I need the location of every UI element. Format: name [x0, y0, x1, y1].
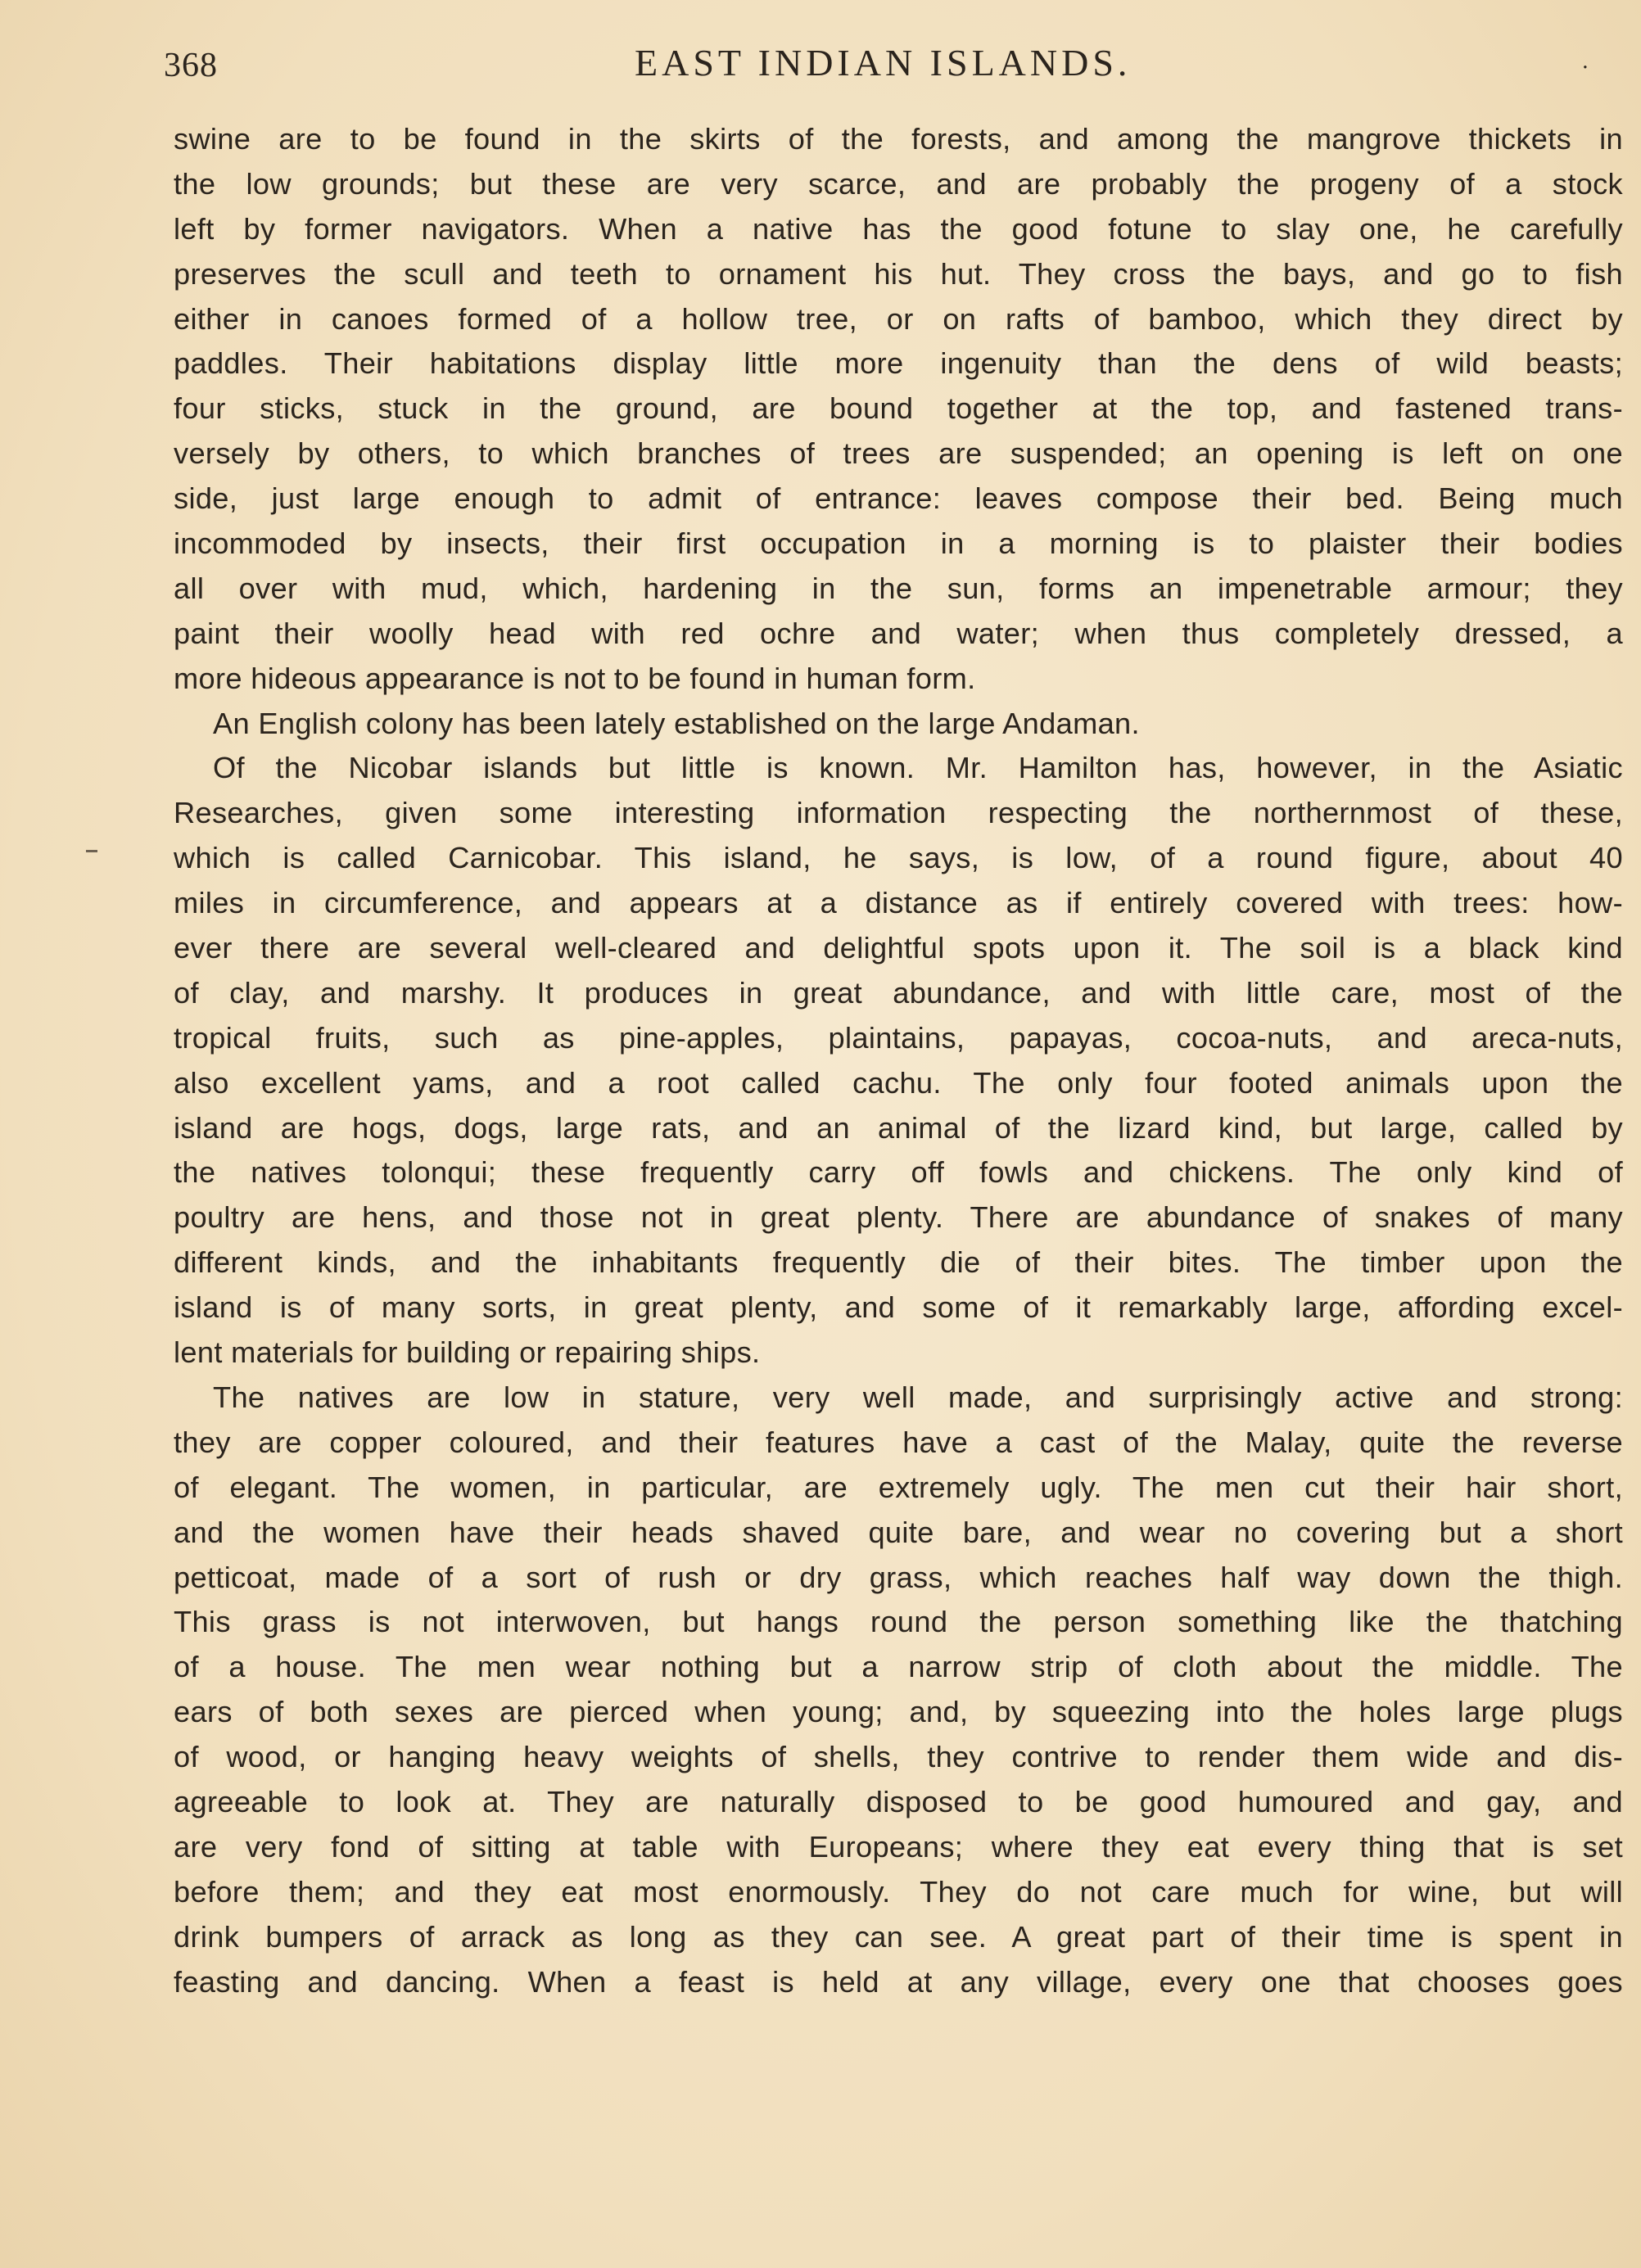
text-line: before them; and they eat most enormously. They do not care much for wine, but will	[174, 1874, 1623, 1909]
paragraph-start-line: Of the Nicobar islands but little is known. Mr. Hamilton has, however, in the Asiatic	[213, 751, 1623, 785]
text-line: of wood, or hanging heavy weights of shells, they contrive to render them wide and dis-	[174, 1740, 1623, 1774]
text-line: are very fond of sitting at table with Europeans; where they eat every thing that is set	[174, 1829, 1623, 1864]
text-line: poultry are hens, and those not in great plenty. There are abundance of snakes of many	[174, 1200, 1623, 1235]
text-line: island are hogs, dogs, large rats, and an animal of the lizard kind, but large, called by	[174, 1110, 1623, 1145]
text-line: paint their woolly head with red ochre and water; when thus completely dressed, a	[174, 616, 1623, 650]
text-line: the natives tolonqui; these frequently carry off fowls and chickens. The only kind of	[174, 1155, 1623, 1190]
text-line: different kinds, and the inhabitants frequently die of their bites. The timber upon the	[174, 1245, 1623, 1280]
text-line: preserves the scull and teeth to ornament his hut. They cross the bays, and go to fish	[174, 256, 1623, 291]
page-header	[164, 41, 1589, 98]
page-number: 368	[164, 47, 218, 84]
text-line: they are copper coloured, and their features have a cast of the Malay, quite the reverse	[174, 1425, 1623, 1459]
text-line: of a house. The men wear nothing but a narrow strip of cloth about the middle. The	[174, 1650, 1623, 1684]
text-line: left by former navigators. When a native has the good fotune to slay one, he carefully	[174, 211, 1623, 246]
text-line: of elegant. The women, in particular, are extremely ugly. The men cut their hair short,	[174, 1470, 1623, 1504]
text-line: of clay, and marshy. It produces in great abundance, and with little care, most of the	[174, 975, 1623, 1010]
text-line: ever there are several well-cleared and delightful spots upon it. The soil is a black kind	[174, 931, 1623, 965]
paragraph-end-line: lent materials for building or repairing ships.	[174, 1335, 761, 1370]
text-line: four sticks, stuck in the ground, are bound together at the top, and fastened trans-	[174, 391, 1623, 426]
text-line: miles in circumference, and appears at a distance as if entirely covered with trees: how-	[174, 886, 1623, 920]
text-line: petticoat, made of a sort of rush or dry grass, which reaches half way down the thigh.	[174, 1560, 1623, 1594]
text-line: side, just large enough to admit of entrance: leaves compose their bed. Being much	[174, 481, 1623, 516]
text-line: incommoded by insects, their first occupation in a morning is to plaister their bodies	[174, 526, 1623, 561]
text-line: agreeable to look at. They are naturally disposed to be good humoured and gay, and	[174, 1784, 1623, 1818]
paragraph-start-line: The natives are low in stature, very well made, and surprisingly active and strong:	[213, 1380, 1623, 1414]
text-line: the low grounds; but these are very scarce, and are probably the progeny of a stock	[174, 166, 1623, 201]
paragraph-end-line: more hideous appearance is not to be found in human form.	[174, 661, 976, 695]
text-line: drink bumpers of arrack as long as they can see. A great part of their time is spent in	[174, 1919, 1623, 1954]
text-line: tropical fruits, such as pine-apples, plaintains, papayas, cocoa-nuts, and areca-nuts,	[174, 1020, 1623, 1055]
text-line: either in canoes formed of a hollow tree, or on rafts of bamboo, which they direct by	[174, 301, 1623, 336]
header-ornament: ·	[1581, 56, 1589, 80]
text-line: versely by others, to which branches of trees are suspended; an opening is left on one	[174, 436, 1623, 471]
margin-mark	[86, 850, 97, 852]
text-line: Researches, given some interesting information respecting the northernmost of these,	[174, 796, 1623, 830]
running-head: EAST INDIAN ISLANDS.	[635, 42, 1132, 84]
text-line: paddles. Their habitations display little more ingenuity than the dens of wild beasts;	[174, 346, 1623, 381]
text-line: all over with mud, which, hardening in the sun, forms an impenetrable armour; they	[174, 571, 1623, 605]
text-line: also excellent yams, and a root called cachu. The only four footed animals upon the	[174, 1065, 1623, 1100]
text-line: and the women have their heads shaved quite bare, and wear no covering but a short	[174, 1515, 1623, 1549]
body-text	[174, 117, 1623, 2004]
text-line: This grass is not interwoven, but hangs round the person something like the thatching	[174, 1605, 1623, 1639]
text-line: island is of many sorts, in great plenty, and some of it remarkably large, affording excel-	[174, 1290, 1623, 1325]
text-line: feasting and dancing. When a feast is held at any village, every one that chooses goes	[174, 1964, 1623, 1999]
text-line: which is called Carnicobar. This island, he says, is low, of a round figure, about 40	[174, 841, 1623, 875]
text-line: ears of both sexes are pierced when young; and, by squeezing into the holes large plugs	[174, 1695, 1623, 1729]
paragraph-line: An English colony has been lately established on the large Andaman.	[213, 706, 1140, 740]
text-line: swine are to be found in the skirts of the forests, and among the mangrove thickets in	[174, 122, 1623, 156]
